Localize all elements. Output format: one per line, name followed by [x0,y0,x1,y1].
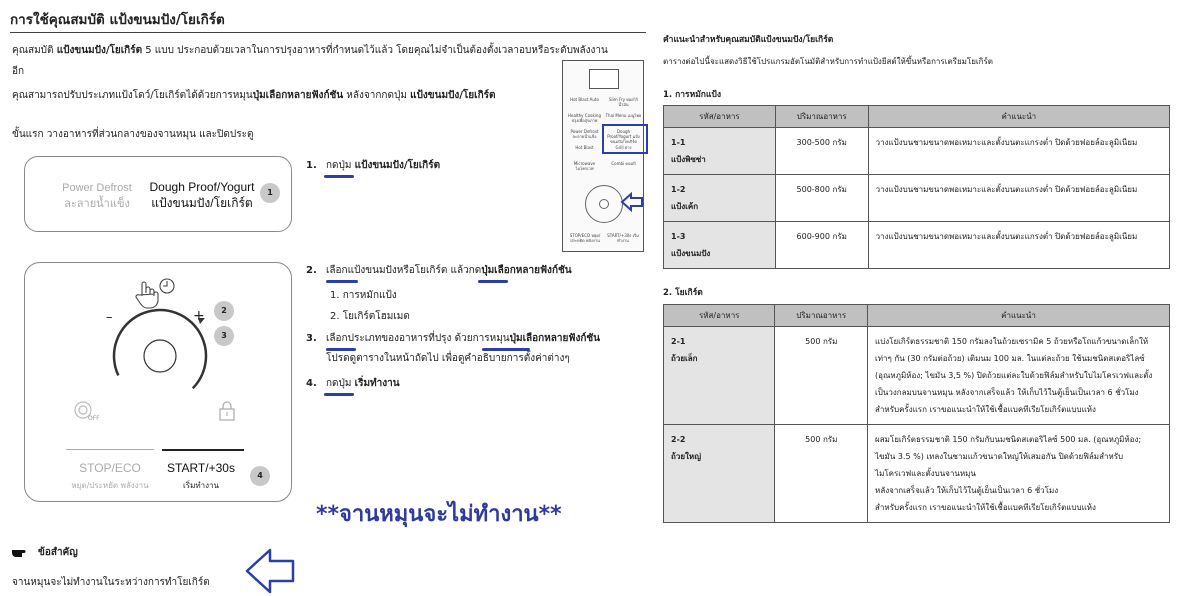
pointing-hand-icon [11,546,33,558]
turntable-note: **จานหมุนจะไม่ทำงาน** [316,502,562,527]
panel-mode-button: Microwave ไมโครเวฟ [573,161,596,171]
start-divider [162,449,244,451]
step-2-underline-b [478,280,508,283]
step-badge-4: 4 [250,466,270,486]
step-4-underline [324,393,354,396]
microwave-panel-thumbnail [562,60,644,252]
panel-highlight-box [602,124,648,154]
step-3: 3. เลือกประเภทของอาหารที่ปรุง ด้วยการหมุนปุ่มเลือกหลายฟังก์ชัน [306,333,601,344]
intro-first-step: ขั้นแรก วางอาหารที่ส่วนกลางของจานหมุน และปิดประตู [12,129,254,140]
dial-minus-label: – [106,310,113,325]
header-quantity: ปริมาณอาหาร [775,305,868,327]
instruction-cell: วางแป้งบนชามขนาดพอเหมาะและตั้งบนตะแกรงต่ำ ปิดด้วยฟอยล์อะลูมิเนียม [868,128,1169,175]
important-text: จานหมุนจะไม่ทำงานในระหว่างการทำโยเกิร์ต [12,577,210,588]
panel-mode-button: Thai Menu เมนูไทย [605,113,642,118]
code-cell [664,327,775,425]
dial-illustration[interactable] [100,270,220,400]
instruction-cell: วางแป้งบนชามขนาดพอเหมาะและตั้งบนตะแกรงต่ำ ปิดด้วยฟอยล์อะลูมิเนียม [868,175,1169,222]
instruction-line: สำหรับครั้งแรก เราขอแนะนำให้ใช้เชื้อแบคทีเรียโยเกิร์ตแบบแห้ง [875,503,1096,512]
panel-mode-button: Healthy Cooking ปรุงเพื่อสุขภาพ [568,113,601,123]
panel-start-button: START/+30s เริ่มทำงาน [607,233,639,243]
power-defrost-button[interactable]: Power Defrost ละลายน้ำแข็ง [62,182,132,210]
panel-stop-button: STOP/ECO หยุด/ประหยัด พลังงาน [569,233,601,243]
quantity-cell: 500 กรัม [775,327,868,425]
panel-mode-button: Dough Proof/Yogurt แป้งขนมปัง/โยเกิร์ต [607,129,640,144]
page-title: การใช้คุณสมบัติ แป้งขนมปัง/โยเกิร์ต [10,12,225,28]
instruction-line: ไมโครเวฟและตั้งบนจานหมุน [875,469,976,478]
power-off-icon[interactable] [72,399,100,427]
header-code: รหัส/อาหาร [664,305,775,327]
instruction-cell [868,425,1170,523]
stop-eco-button[interactable]: STOP/ECO [79,461,141,475]
code-cell [664,128,776,175]
yogurt-table-header [664,305,1170,327]
section-1-title: 1. การหมักแป้ง [663,90,721,100]
step-1: 1. กดปุ่ม แป้งขนมปัง/โยเกิร์ต [306,160,441,171]
food-name: ถ้วยใหญ่ [671,452,702,461]
table-row [664,327,1170,425]
quantity-cell: 500-800 กรัม [775,175,868,222]
instruction-cell: วางแป้งบนชามขนาดพอเหมาะและตั้งบนตะแกรงต่ำ ปิดด้วยฟอยล์อะลูมิเนียม [868,222,1169,269]
instruction-line: เป็นวงกลมบนจานหมุน หลังจากเสร็จแล้ว ให้เก็บไว้ในตู้เย็นเป็นเวลา 6 ชั่วโมง [875,388,1139,397]
stop-divider [66,449,154,450]
panel-dial-center [599,199,609,209]
stop-eco-thai-label: หยุด/ประหยัด พลังงาน [71,481,149,490]
step-badge-1: 1 [260,183,280,203]
panel-mode-button: Slim Fry ทอดไร้น้ำมัน [608,97,639,107]
dough-table-header [664,106,1170,128]
dough-table [663,105,1170,269]
instruction-line: สำหรับครั้งแรก เราขอแนะนำให้ใช้เชื้อแบคทีเรียโยเกิร์ตแบบแห้ง [875,405,1096,414]
food-name: แป้งเค้ก [671,202,699,211]
yogurt-table [663,304,1170,523]
intro-line-3: คุณสามารถปรับประเภทแป้งโดว์/โยเกิร์ตได้ด้วยการหมุนปุ่มเลือกหลายฟังก์ชัน หลังจากกดปุ่ม แป้งขนมปัง/โยเกิร์ต [12,90,496,101]
dial-knob [144,340,176,372]
instruction-line: หลังจากเสร็จแล้ว ให้เก็บไว้ในตู้เย็นเป็นเวลา 6 ชั่วโมง [875,486,1059,495]
instruction-line: เท่าๆ กัน (30 กรัมต่อถ้วย) เติมนม 100 มล. ในแต่ละถ้วย ใช้นมชนิดสเตอริไลซ์ [875,354,1145,363]
dough-proof-yogurt-button[interactable]: Dough Proof/Yogurt แป้งขนมปัง/โยเกิร์ต [149,180,255,210]
instruction-line: ผสมโยเกิร์ตธรรมชาติ 150 กรัมกับนมชนิดสเตอริไลซ์ 500 มล. (อุณหภูมิห้อง; [875,435,1142,444]
code-value: 1-3 [671,232,686,241]
quantity-cell: 300-500 กรัม [775,128,868,175]
table-row [664,128,1170,175]
panel-mode-button: Grill ย่าง [615,145,632,150]
code-value: 2-2 [671,435,686,444]
intro-line-2: อีก [12,66,25,77]
table-row [664,425,1170,523]
quantity-cell: 600-900 กรัม [775,222,868,269]
dial-plus-label: + [193,308,205,324]
instruction-line: (อุณหภูมิห้อง; ไขมัน 3,5 %) ปิดถ้วยแต่ละใบด้วยฟิล์มสำหรับใบไมโครเวฟและตั้ง [875,371,1153,380]
code-cell [664,425,775,523]
intro-line-1: คุณสมบัติ แป้งขนมปัง/โยเกิร์ต 5 แบบ ประกอบด้วยเวลาในการปรุงอาหารที่กำหนดไว้แล้ว โดยคุณไม่จำเป็นต้องตั้งเวลาอบหรือระดับพลังงาน [12,45,608,56]
panel-display [589,69,619,89]
right-subheading: ตารางต่อไปนี้จะแสดงวิธีใช้โปรแกรมอัตโนมัติสำหรับการทำแป้งยีสต์ให้ขึ้นหรือการเตรียมโยเกิร์ต [663,57,993,66]
panel-mode-button: Combi คอมบิ [611,161,636,166]
panel-left-arrow-icon [620,192,644,212]
instruction-line: แบ่งโยเกิร์ตธรรมชาติ 150 กรัมลงในถ้วยเซรามิค 5 ถ้วยหรือโถแก้วขนาดเล็กให้ [875,337,1149,346]
step-4: 4. กดปุ่ม เริ่มทำงาน [306,378,400,389]
instruction-cell [868,327,1170,425]
start-button[interactable]: START/+30s [167,461,235,475]
big-left-arrow-icon [244,546,296,596]
important-heading: ข้อสำคัญ [38,547,78,558]
hand-icon [136,282,158,308]
start-thai-label: เริ่มทำงาน [183,481,219,490]
step-badge-2: 2 [214,301,234,321]
table-row [664,222,1170,269]
panel-mode-button: Power Defrost ละลายน้ำแข็ง [570,129,599,139]
step-2-option-2: 2. โยเกิร์ตโฮมเมด [330,311,410,322]
header-quantity: ปริมาณอาหาร [775,106,868,128]
clock-icon [160,279,174,293]
step-3-line-2: โปรดดูตารางในหน้าถัดไป เพื่อดูคำอธิบายการตั้งค่าต่างๆ [326,353,570,364]
food-name: แป้งขนมปัง [671,249,711,258]
table-row [664,175,1170,222]
header-instructions: คำแนะนำ [868,305,1170,327]
code-value: 2-1 [671,337,686,346]
code-cell [664,175,776,222]
step-2-underline-a [326,280,358,283]
food-name: ถ้วยเล็ก [671,354,698,363]
title-divider [10,32,646,33]
header-instructions: คำแนะนำ [868,106,1169,128]
header-code: รหัส/อาหาร [664,106,776,128]
instruction-line: ไขมัน 3.5 %) เทลงในชามแก้วขนาดใหญ่ให้เสมอกัน ปิดด้วยฟิล์มสำหรับ [875,452,1124,461]
panel-mode-button: Hot Blast Auto [570,97,599,102]
code-value: 1-2 [671,185,686,194]
panel-mode-button: Hot Blast [575,145,594,150]
step-badge-3: 3 [214,326,234,346]
off-label: OFF [88,415,100,422]
section-2-title: 2. โยเกิร์ต [663,288,703,298]
step-2-option-1: 1. การหมักแป้ง [330,290,397,301]
step-1-underline [324,175,354,178]
code-cell [664,222,776,269]
step-2: 2. เลือกแป้งขนมปังหรือโยเกิร์ต แล้วกดปุ่มเลือกหลายฟังก์ชัน [306,265,572,276]
child-lock-icon[interactable] [218,400,238,424]
quantity-cell: 500 กรัม [775,425,868,523]
code-value: 1-1 [671,138,686,147]
food-name: แป้งพิซซ่า [671,155,706,164]
right-heading: คำแนะนำสำหรับคุณสมบัติแป้งขนมปัง/โยเกิร์ต [663,35,834,45]
